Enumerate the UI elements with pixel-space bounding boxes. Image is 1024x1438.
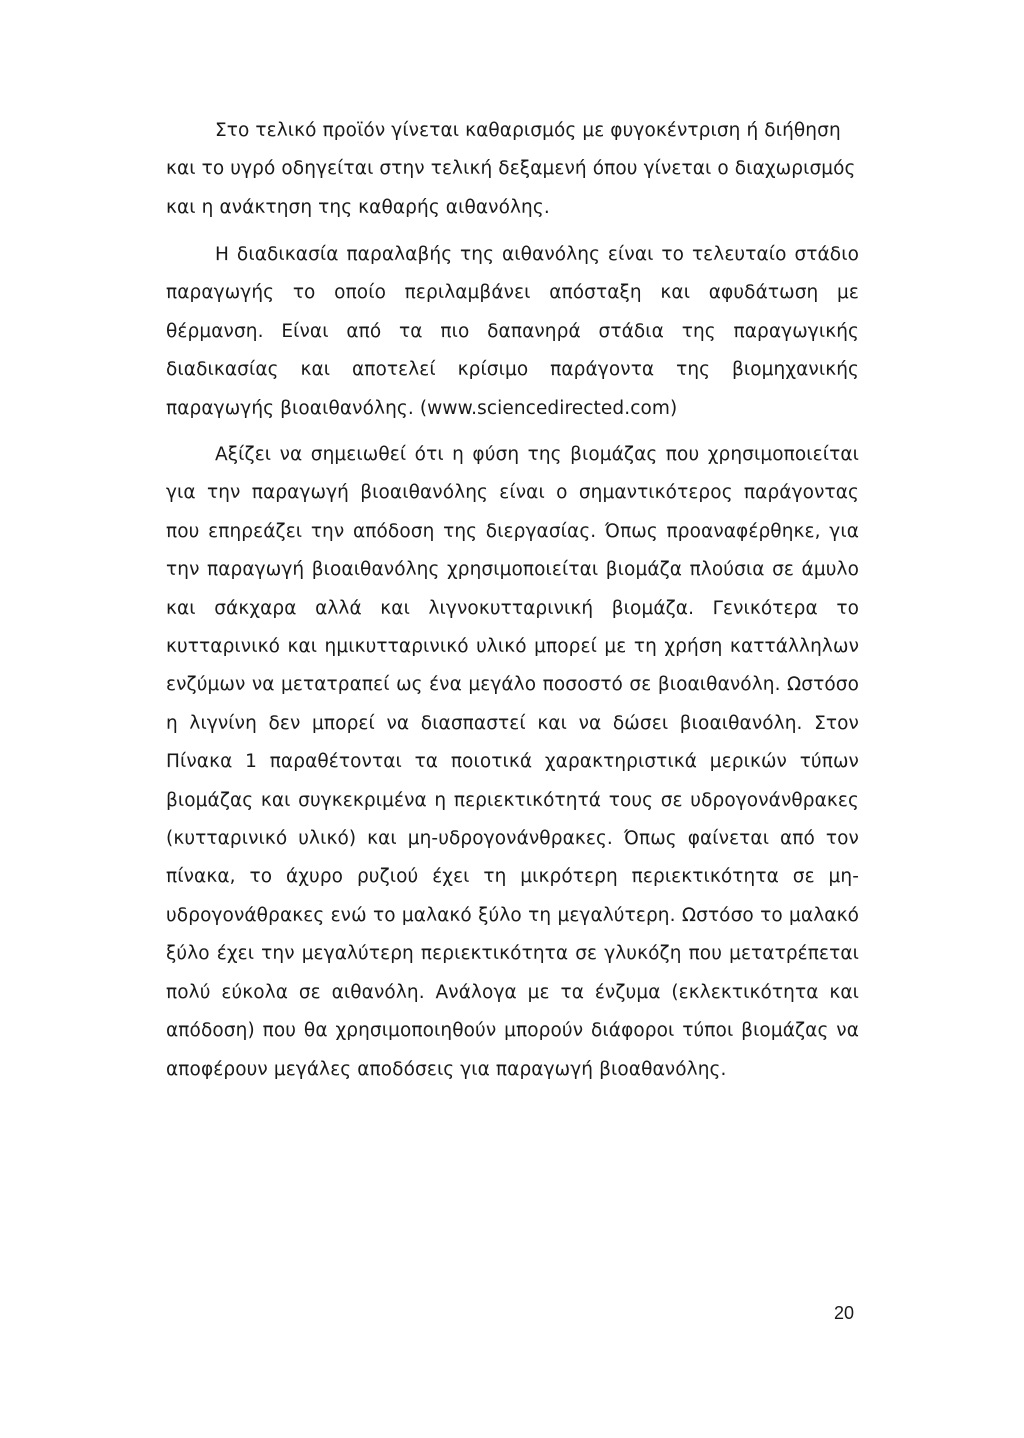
paragraph-purification: Στο τελικό προϊόν γίνεται καθαρισμός με φυγοκέντριση ή διήθηση και το υγρό οδηγείται στην τελική δεξαμενή όπου γίνεται ο διαχωρισμός και η ανάκτηση της καθαρής αιθανόλης. [166,120,856,218]
paragraph-biomass-nature: Αξίζει να σημειωθεί ότι η φύση της βιομάζας που χρησιμοποιείται για την παραγωγή βιοαιθανόλης είναι ο σημαντικότερος παράγοντας που επηρεάζει την απόδοση της διεργασίας. Όπως προαναφέρθηκε, για την παραγωγή βιοαιθανόλης χρησιμοποιείται βιομάζα πλούσια σε άμυλο και σάκχαρα αλλά και λιγνοκυτταρινική βιομάζα. Γενικότερα το κυτταρινικό και ημικυτταρινικό υλικό μπορεί με τη χρήση καττάλληλων ενζύμων να μετατραπεί ως ένα μεγάλο ποσοστό σε βιοαιθανόλη. Ωστόσο η λιγνίνη δεν μπορεί να διασπαστεί και να δώσει βιοαιθανόλη. Στον Πίνακα 1 παραθέτονται τα ποιοτικά χαρακτηριστικά μερικών τύπων βιομάζας και συγκεκριμένα η περιεκτικότητά τους σε υδρογονάνθρακες (κυτταρινικό υλικό) και μη-υδρογονάνθρακες. Όπως φαίνεται από τον πίνακα, το άχυρο ρυζιού έχει τη μικρότερη περιεκτικότητα σε μη-υδρογονάθρακες ενώ το μαλακό ξύλο τη μεγαλύτερη. Ωστόσο το μαλακό ξύλο έχει την μεγαλύτερη περιεκτικότητα σε γλυκόζη που μετατρέπεται πολύ εύκολα σε αιθανόλη. Ανάλογα με τα ένζυμα (εκλεκτικότητα και απόδοση) που θα χρησιμοποιηθούν μπορούν διάφοροι τύποι βιομάζας να αποφέρουν μεγάλες αποδόσεις για παραγωγή βιοαθανόλης. [166,444,859,1080]
page-number: 20 [834,1303,855,1323]
paragraph-ethanol-recovery: Η διαδικασία παραλαβής της αιθανόλης είναι το τελευταίο στάδιο παραγωγής το οποίο περιλαμβάνει απόσταξη και αφυδάτωση με θέρμανση. Είναι από τα πιο δαπανηρά στάδια της παραγωγικής διαδικασίας και αποτελεί κρίσιμο παράγοντα της βιομηχανικής παραγωγής βιοαιθανόλης. (www.sciencedirected.com) [166,244,859,419]
